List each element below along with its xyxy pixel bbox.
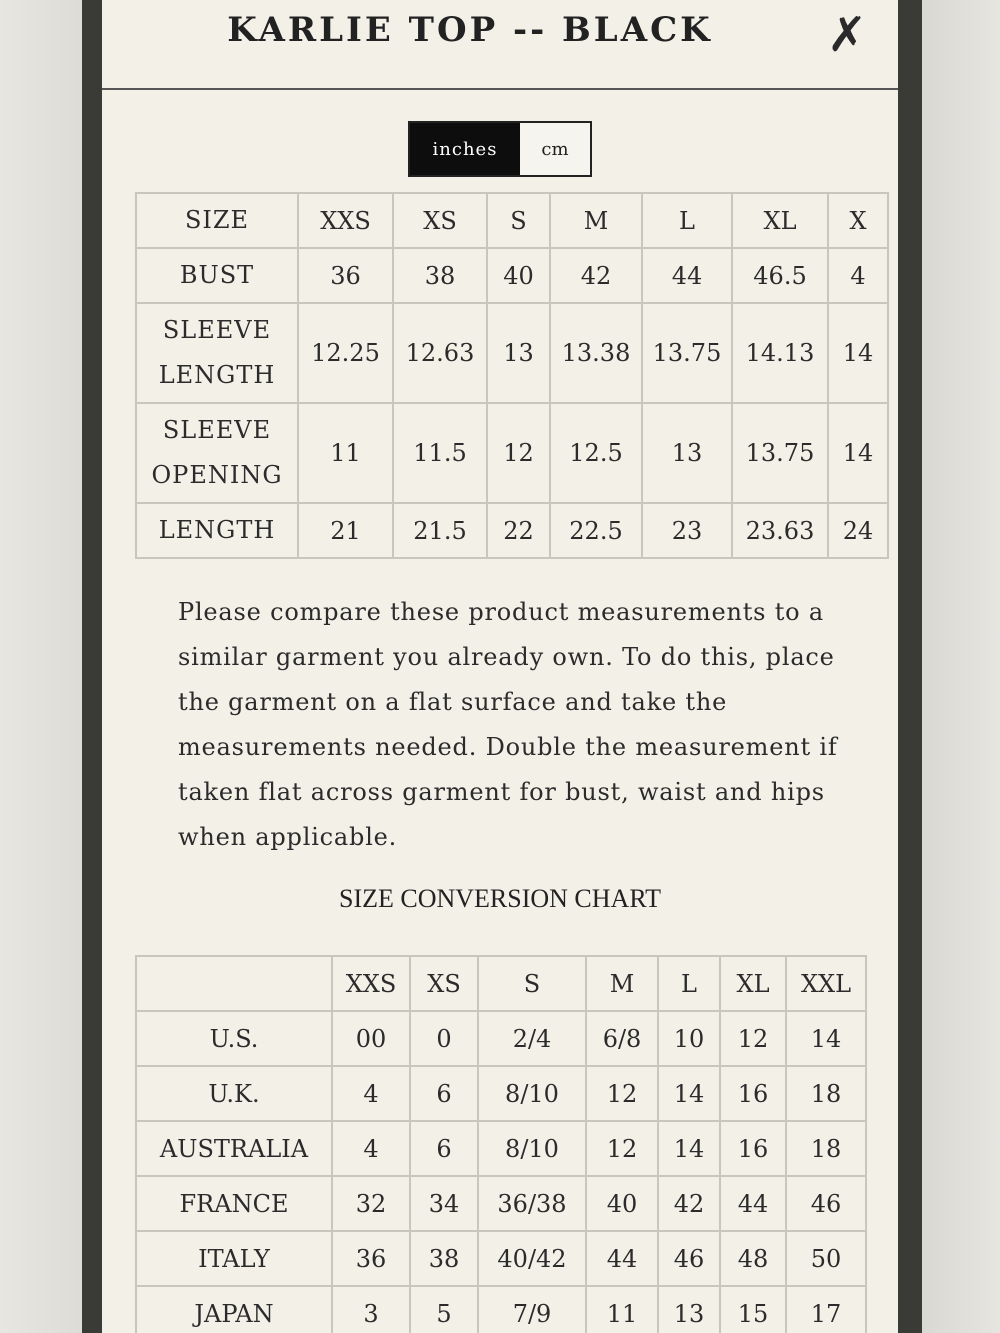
table-row: [136, 1121, 866, 1176]
page-title: KARLIE TOP -- BLACK: [227, 10, 713, 50]
column-header: L: [642, 193, 732, 248]
column-header: [136, 956, 332, 1011]
row-label: LENGTH: [136, 503, 298, 558]
table-cell: 46.5: [732, 248, 828, 303]
table-cell: 44: [720, 1176, 786, 1231]
unit-inches-button[interactable]: inches: [410, 123, 520, 175]
size-header-row: [136, 193, 888, 248]
table-cell: 12: [720, 1011, 786, 1066]
column-header: XXS: [332, 956, 410, 1011]
table-cell: 21.5: [393, 503, 487, 558]
table-cell: 12.25: [298, 303, 393, 403]
modal-header: [102, 0, 898, 90]
table-cell: 13.75: [732, 403, 828, 503]
table-cell: 34: [410, 1176, 478, 1231]
table-cell: 22: [487, 503, 550, 558]
table-cell: 11.5: [393, 403, 487, 503]
table-cell: 5: [410, 1286, 478, 1333]
table-cell: 16: [720, 1066, 786, 1121]
row-label: BUST: [136, 248, 298, 303]
column-header: X: [828, 193, 888, 248]
table-cell: 32: [332, 1176, 410, 1231]
column-header: M: [586, 956, 658, 1011]
table-cell: 6/8: [586, 1011, 658, 1066]
unit-cm-button[interactable]: cm: [520, 123, 590, 175]
table-cell: 11: [298, 403, 393, 503]
row-label: JAPAN: [136, 1286, 332, 1333]
table-cell: 40/42: [478, 1231, 586, 1286]
table-row: [136, 1176, 866, 1231]
table-cell: 2/4: [478, 1011, 586, 1066]
table-cell: 13.38: [550, 303, 642, 403]
table-cell: 14: [828, 303, 888, 403]
table-row: [136, 1066, 866, 1121]
table-cell: 13.75: [642, 303, 732, 403]
table-cell: 12.5: [550, 403, 642, 503]
column-header: S: [487, 193, 550, 248]
table-row: [136, 1011, 866, 1066]
column-header: S: [478, 956, 586, 1011]
table-cell: 38: [410, 1231, 478, 1286]
column-header: XXS: [298, 193, 393, 248]
table-cell: 14: [658, 1066, 720, 1121]
table-cell: 6: [410, 1121, 478, 1176]
table-cell: 12: [487, 403, 550, 503]
table-cell: 4: [332, 1066, 410, 1121]
row-label: AUSTRALIA: [136, 1121, 332, 1176]
column-header: SIZE: [136, 193, 298, 248]
table-cell: 3: [332, 1286, 410, 1333]
row-label: U.K.: [136, 1066, 332, 1121]
column-header: XS: [410, 956, 478, 1011]
table-cell: 22.5: [550, 503, 642, 558]
table-cell: 14.13: [732, 303, 828, 403]
close-icon[interactable]: ✗: [826, 7, 868, 63]
table-row: [136, 503, 888, 558]
column-header: XL: [720, 956, 786, 1011]
table-cell: 23.63: [732, 503, 828, 558]
table-cell: 42: [550, 248, 642, 303]
table-cell: 36: [332, 1231, 410, 1286]
table-cell: 40: [586, 1176, 658, 1231]
table-cell: 46: [658, 1231, 720, 1286]
table-cell: 12.63: [393, 303, 487, 403]
background-left: [0, 0, 82, 1333]
table-cell: 17: [786, 1286, 866, 1333]
table-cell: 14: [828, 403, 888, 503]
table-cell: 00: [332, 1011, 410, 1066]
size-table: [135, 192, 889, 559]
background-right: [922, 0, 1000, 1333]
table-row: [136, 1286, 866, 1333]
table-cell: 21: [298, 503, 393, 558]
size-guide-modal: [102, 0, 898, 1333]
table-row: [136, 303, 888, 403]
table-cell: 15: [720, 1286, 786, 1333]
row-label: SLEEVE LENGTH: [136, 303, 298, 403]
table-cell: 8/10: [478, 1066, 586, 1121]
row-label: U.S.: [136, 1011, 332, 1066]
table-cell: 14: [786, 1011, 866, 1066]
table-row: [136, 248, 888, 303]
table-cell: 44: [586, 1231, 658, 1286]
table-cell: 13: [658, 1286, 720, 1333]
table-cell: 13: [487, 303, 550, 403]
row-label: FRANCE: [136, 1176, 332, 1231]
row-label: SLEEVE OPENING: [136, 403, 298, 503]
column-header: L: [658, 956, 720, 1011]
column-header: M: [550, 193, 642, 248]
unit-toggle: [408, 121, 592, 177]
table-cell: 6: [410, 1066, 478, 1121]
row-label: ITALY: [136, 1231, 332, 1286]
table-cell: 4: [828, 248, 888, 303]
table-cell: 7/9: [478, 1286, 586, 1333]
table-cell: 36: [298, 248, 393, 303]
table-cell: 12: [586, 1066, 658, 1121]
table-cell: 44: [642, 248, 732, 303]
table-cell: 14: [658, 1121, 720, 1176]
measurement-note: Please compare these product measurements to a similar garment you already own. To do this, place the garment on a flat surface and take the measurements needed. Double the measurement if taken flat across garment for bust, waist and hips when applicable.: [178, 598, 838, 851]
size-conversion-table: [135, 955, 867, 1333]
table-cell: 18: [786, 1066, 866, 1121]
conversion-header-row: [136, 956, 866, 1011]
table-cell: 4: [332, 1121, 410, 1176]
table-cell: 36/38: [478, 1176, 586, 1231]
table-row: [136, 403, 888, 503]
table-cell: 23: [642, 503, 732, 558]
table-cell: 11: [586, 1286, 658, 1333]
table-cell: 42: [658, 1176, 720, 1231]
table-cell: 40: [487, 248, 550, 303]
table-cell: 13: [642, 403, 732, 503]
column-header: XL: [732, 193, 828, 248]
table-cell: 46: [786, 1176, 866, 1231]
table-cell: 0: [410, 1011, 478, 1066]
table-cell: 16: [720, 1121, 786, 1176]
column-header: XS: [393, 193, 487, 248]
conversion-chart-title: SIZE CONVERSION CHART: [338, 884, 661, 913]
table-cell: 48: [720, 1231, 786, 1286]
table-cell: 10: [658, 1011, 720, 1066]
table-cell: 38: [393, 248, 487, 303]
table-cell: 12: [586, 1121, 658, 1176]
table-row: [136, 1231, 866, 1286]
table-cell: 24: [828, 503, 888, 558]
column-header: XXL: [786, 956, 866, 1011]
table-cell: 18: [786, 1121, 866, 1176]
table-cell: 50: [786, 1231, 866, 1286]
table-cell: 8/10: [478, 1121, 586, 1176]
